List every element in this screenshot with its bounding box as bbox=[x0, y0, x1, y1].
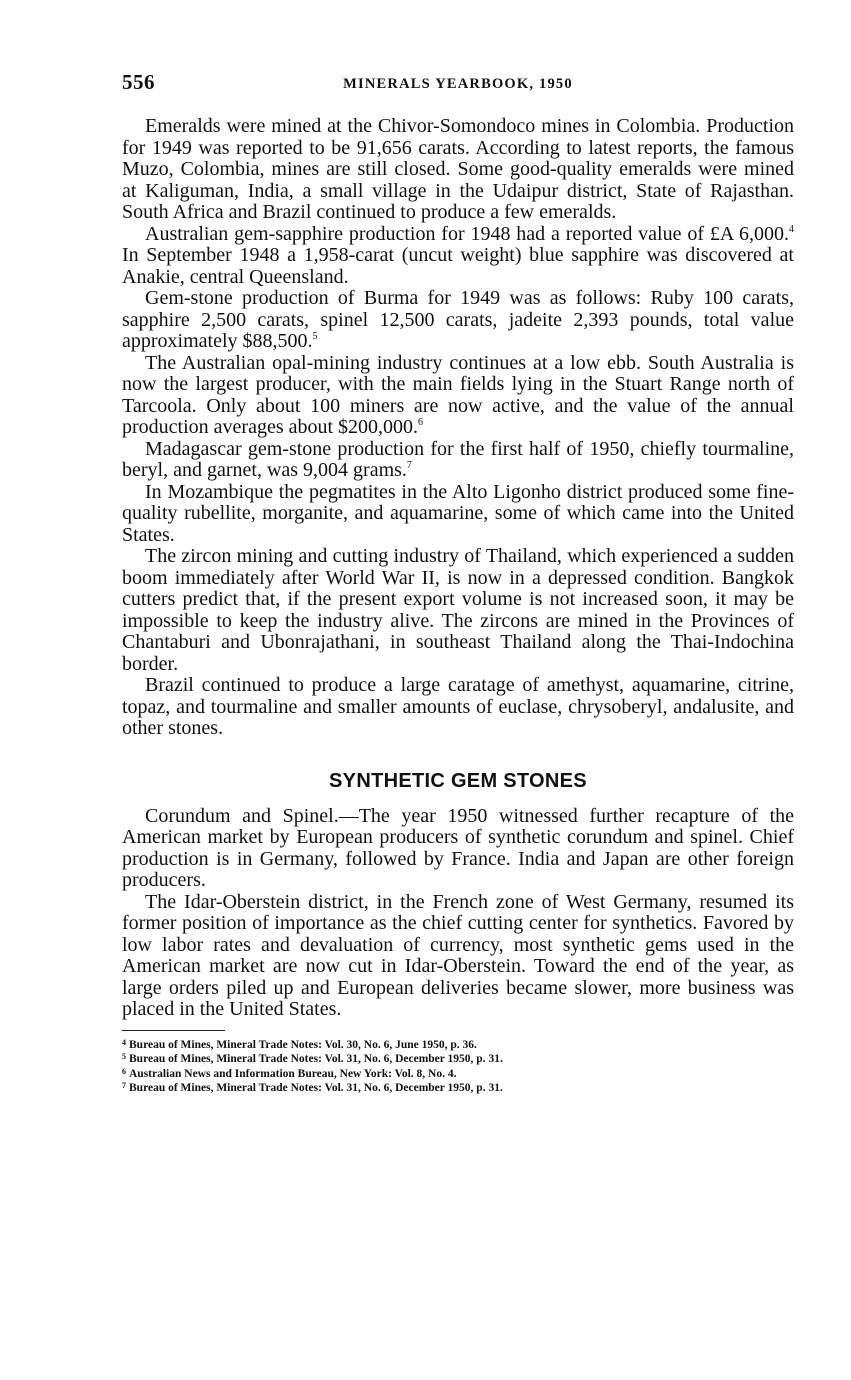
paragraph-australian-sapphire bbox=[122, 224, 794, 289]
footnote-text: Bureau of Mines, Mineral Trade Notes: Vol. 31, No. 6, December 1950, p. 31. bbox=[129, 1082, 503, 1094]
footnotes bbox=[122, 1037, 794, 1095]
footnote-ref: 6 bbox=[418, 417, 424, 428]
run-in-heading: Corundum and Spinel.— bbox=[145, 804, 359, 827]
footnote-text: Australian News and Information Bureau, New York: Vol. 8, No. 4. bbox=[129, 1067, 457, 1080]
paragraph-text: The zircon mining and cutting industry of Thailand, which experienced a sudden boom immediately after World War II, is now in a depressed condition. Bangkok cutters predict that, if the present export volume is not increased soon, it may be impossible to keep the industry alive. The zircons are mined in the Provinces of Chantaburi and Ubonrajathani, in southeast Thailand along the Thai-Indochina border. bbox=[122, 545, 794, 675]
footnote-mark: 5 bbox=[122, 1052, 126, 1061]
footnote-text: Bureau of Mines, Mineral Trade Notes: Vol. 30, No. 6, June 1950, p. 36. bbox=[129, 1038, 477, 1051]
paragraph-text: Brazil continued to produce a large caratage of amethyst, aquamarine, citrine, topaz, and tourmaline and smaller amounts of euclase, chrysoberyl, andalusite, and other stones. bbox=[122, 674, 794, 739]
footnote-mark: 6 bbox=[122, 1066, 126, 1076]
footnote-mark: 7 bbox=[122, 1081, 126, 1090]
paragraph-text: The Australian opal-mining industry continues at a low ebb. South Australia is now the largest producer, with the main fields lying in the Stuart Range north of Tarcoola. Only about 100 miners are now active, and the value of the annual production averages about $200,000. bbox=[122, 351, 794, 438]
footnote bbox=[122, 1080, 794, 1095]
paragraph-burma bbox=[122, 288, 794, 353]
body-text bbox=[122, 116, 794, 1095]
paragraph-text: Gem-stone production of Burma for 1949 was as follows: Ruby 100 carats, sapphire 2,500 carats, spinel 12,500 carats, jadeite 2,393 pounds, total value approximately $88,500. bbox=[122, 287, 794, 352]
footnote-ref: 7 bbox=[406, 460, 412, 471]
running-head: MINERALS YEARBOOK, 1950 bbox=[343, 76, 573, 92]
paragraph-text: The Idar-Oberstein district, in the French zone of West Germany, resumed its former position of importance as the chief cutting center for synthetics. Favored by low labor rates and devaluation of currency, most synthetic gems used in the American market are now cut in Idar-Oberstein. Toward the end of the year, as large orders piled up and European deliveries became slower, more business was placed in the United States. bbox=[122, 890, 794, 1020]
footnote-mark: 4 bbox=[122, 1037, 126, 1047]
footnote bbox=[122, 1037, 794, 1052]
paragraph-text: Madagascar gem-stone production for the first half of 1950, chiefly tourmaline, beryl, and garnet, was 9,004 grams. bbox=[122, 437, 794, 481]
paragraph-idar-oberstein bbox=[122, 892, 794, 1021]
paragraph-text: The year 1950 witnessed further recapture of the American market by European producers of synthetic corundum and spinel. Chief production is in Germany, followed by France. India and Japan are other foreign producers. bbox=[122, 804, 795, 891]
footnote-ref: 4 bbox=[789, 223, 794, 235]
paragraph-text: In September 1948 a 1,958-carat (uncut weight) blue sapphire was discovered at Anakie, central Queensland. bbox=[122, 244, 794, 288]
paragraph-brazil bbox=[122, 675, 794, 740]
page-number: 556 bbox=[122, 70, 155, 94]
footnote bbox=[122, 1066, 794, 1081]
paragraph-corundum-spinel bbox=[122, 806, 794, 892]
footnote bbox=[122, 1051, 794, 1066]
paragraph-text: Australian gem-sapphire production for 1948 had a reported value of £A 6,000. bbox=[145, 222, 789, 245]
paragraph-mozambique bbox=[122, 482, 794, 547]
paragraph-thailand bbox=[122, 546, 794, 675]
footnote-rule bbox=[122, 1030, 225, 1031]
paragraph-australian-opal bbox=[122, 353, 794, 439]
paragraph-text: Emeralds were mined at the Chivor-Somondoco mines in Colombia. Production for 1949 was reported to be 91,656 carats. According to latest reports, the famous Muzo, Colombia, mines are still closed. Some good-quality emeralds were mined at Kaliguman, India, a small village in the Udaipur district, State of Rajasthan. South Africa and Brazil continued to produce a few emeralds. bbox=[122, 115, 794, 223]
paragraph-emeralds bbox=[122, 116, 794, 224]
page-header bbox=[122, 68, 794, 98]
footnote-text: Bureau of Mines, Mineral Trade Notes: Vol. 31, No. 6, December 1950, p. 31. bbox=[129, 1053, 503, 1065]
paragraph-text: In Mozambique the pegmatites in the Alto Ligonho district produced some fine-quality rubellite, morganite, and aquamarine, some of which came into the United States. bbox=[122, 480, 794, 546]
footnote-ref: 5 bbox=[312, 331, 318, 342]
section-heading: SYNTHETIC GEM STONES bbox=[329, 769, 587, 792]
paragraph-madagascar bbox=[122, 439, 794, 482]
